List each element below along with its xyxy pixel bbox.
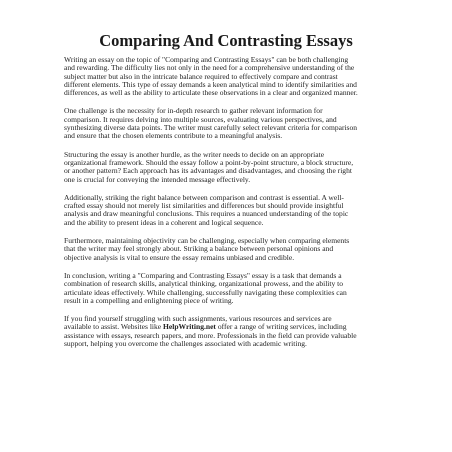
paragraph-structure [64,151,400,184]
text-line: One challenge is the necessity for in-depth research to gather relevant information for [64,106,323,116]
text-fragment: available to assist. Websites like [64,322,164,332]
text-line: that the writer may feel strongly about. Striking a balance between personal opinions and [64,244,334,254]
text-line: different elements. This type of essay demands a keen analytical mind to identify similarities and [64,79,357,89]
text-line: Additionally, striking the right balance between comparison and contrast is essential. A well- [64,192,344,202]
text-line: objective analysis is vital to ensure the essay remains unbiased and credible. [64,252,295,262]
text-line: Writing an essay on the topic of "Comparing and Contrasting Essays" can be both challenging [64,55,349,64]
text-line: assistance with essays, research papers, and more. Professionals in the field can provide valuable [64,330,357,340]
text-line: result in a compelling and enlightening piece of writing. [64,295,234,305]
paragraph-research [64,107,400,140]
text-line: Structuring the essay is another hurdle, as the writer needs to decide on an appropriate [64,149,325,159]
text-line: support, helping you overcome the challenges associated with academic writing. [64,339,307,349]
paragraph-services [64,315,400,348]
text-line: and ensure that the chosen elements contribute to a meaningful analysis. [64,131,283,141]
paragraph-objectivity [64,237,400,262]
text-line: subject matter but also in the intricate balance required to effectively compare and contrast [64,71,338,81]
document-title: Comparing And Contrasting Essays [99,31,353,50]
text-line: one is crucial for conveying the intended message effectively. [64,174,251,184]
text-line: differences, as well as the ability to articulate these observations in a clear and organized manner. [64,88,358,98]
paragraph-conclusion [64,272,400,305]
text-line: Furthermore, maintaining objectivity can be challenging, especially when comparing elements [64,236,350,246]
text-line: comparison. It requires delving into multiple sources, evaluating various perspectives, and [64,114,337,124]
text-line: crafted essay should not merely list similarities and differences but should provide insightful [64,201,344,211]
text-line: If you find yourself struggling with such assignments, various resources and services are [64,314,332,324]
document-body [64,56,400,358]
text-line: and rewarding. The difficulty lies not only in the need for a comprehensive understanding of the [64,63,355,73]
text-line: analysis and draw meaningful conclusions. This requires a nuanced understanding of the topic [64,209,349,219]
text-line: or another pattern? Each approach has its advantages and disadvantages, and choosing the right [64,166,352,176]
paragraph-intro [64,56,400,97]
text-line: and the ability to present ideas in a coherent and logical sequence. [64,217,264,227]
text-line: articulate ideas effectively. While challenging, successfully navigating these complexities can [64,287,347,297]
paragraph-balance [64,194,400,227]
website-name: HelpWriting.net [163,322,216,332]
text-line: In conclusion, writing a "Comparing and Contrasting Essays" essay is a task that demands a [64,270,342,280]
text-fragment: offer a range of writing services, including [215,322,347,332]
text-line: synthesizing diverse data points. The writer must carefully select relevant criteria for comparison [64,123,358,133]
text-line: organizational framework. Should the essay follow a point-by-point structure, a block structure, [64,157,354,167]
text-line: combination of research skills, analytical thinking, organizational prowess, and the ability to [64,279,344,289]
